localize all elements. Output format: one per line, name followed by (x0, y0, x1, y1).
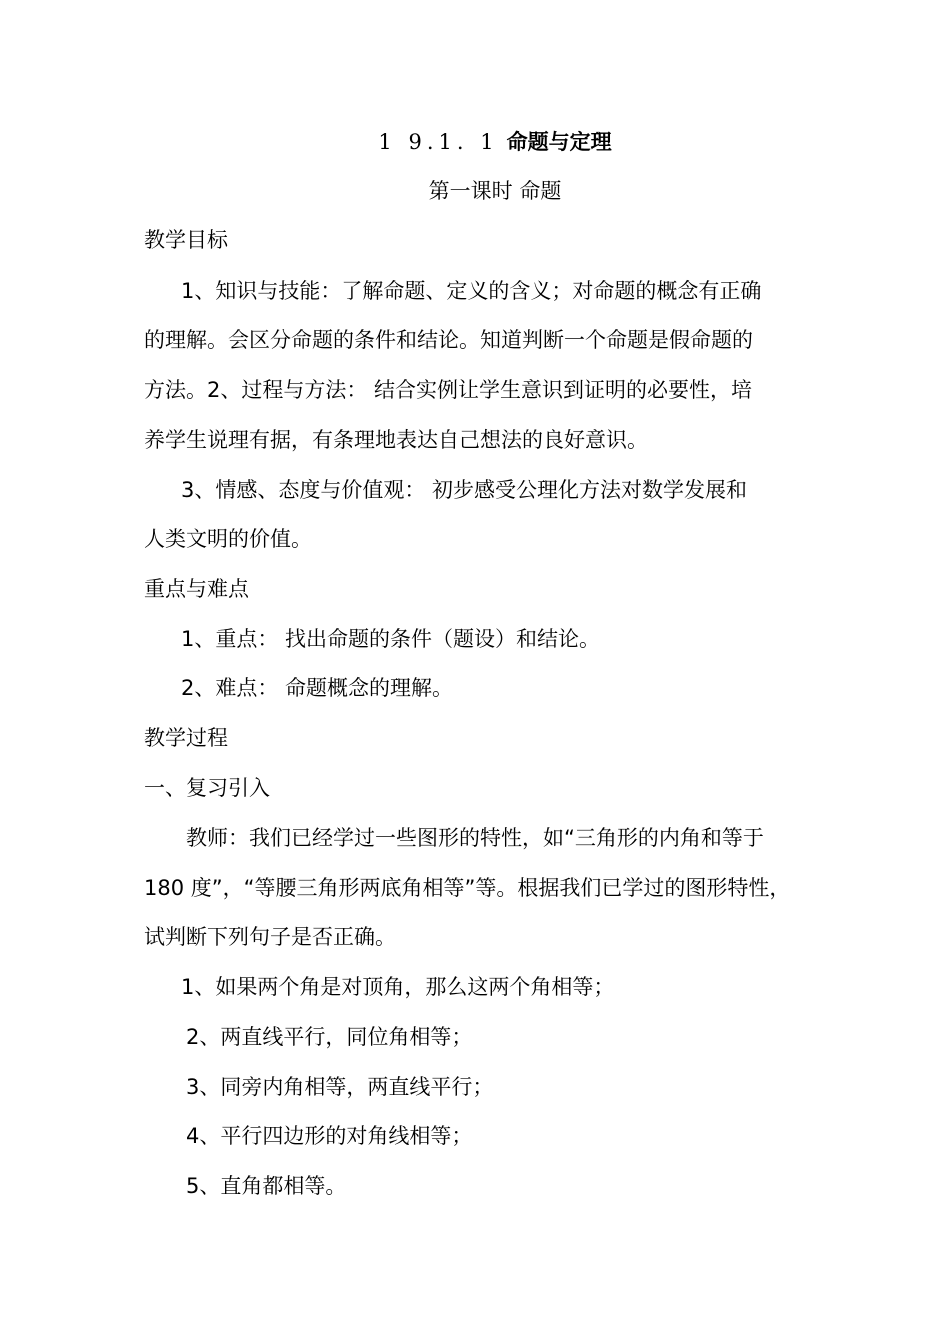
objectives-line: 3、情感、态度与价值观： 初步感受公理化方法对数学发展和 (181, 478, 748, 502)
objectives-line: 1、知识与技能：了解命题、定义的含义；对命题的概念有正确 (181, 279, 762, 303)
teacher-line: 试判断下列句子是否正确。 (144, 925, 396, 949)
statement-item: 5、直角都相等。 (186, 1174, 347, 1198)
title-number: 1 9.1. 1 (378, 130, 499, 154)
key-points-heading: 重点与难点 (144, 577, 249, 601)
objectives-line: 方法。2、过程与方法： 结合实例让学生意识到证明的必要性，培 (144, 378, 753, 402)
process-heading: 教学过程 (144, 726, 228, 750)
title-text: 命题与定理 (506, 130, 612, 154)
teacher-line: 教师：我们已经学过一些图形的特性，如“三角形的内角和等于 (186, 826, 764, 850)
objectives-line: 养学生说理有据，有条理地表达自己想法的良好意识。 (144, 428, 648, 452)
teacher-line: 180 度”，“等腰三角形两底角相等”等。根据我们已学过的图形特性， (144, 876, 791, 900)
section-heading: 一、复习引入 (144, 776, 270, 800)
statement-item: 2、两直线平行，同位角相等； (186, 1025, 473, 1049)
statement-item: 3、同旁内角相等，两直线平行； (186, 1075, 494, 1099)
objectives-line: 人类文明的价值。 (144, 527, 312, 551)
objectives-line: 的理解。会区分命题的条件和结论。知道判断一个命题是假命题的 (144, 328, 753, 352)
page-subtitle: 第一课时 命题 (428, 179, 562, 203)
statement-item: 1、如果两个角是对顶角，那么这两个角相等； (181, 975, 615, 999)
key-point-item: 2、难点： 命题概念的理解。 (181, 676, 454, 700)
key-point-item: 1、重点： 找出命题的条件（题设）和结论。 (181, 627, 601, 651)
statement-item: 4、平行四边形的对角线相等； (186, 1124, 473, 1148)
objectives-heading: 教学目标 (144, 228, 228, 252)
page-title (0, 127, 950, 157)
